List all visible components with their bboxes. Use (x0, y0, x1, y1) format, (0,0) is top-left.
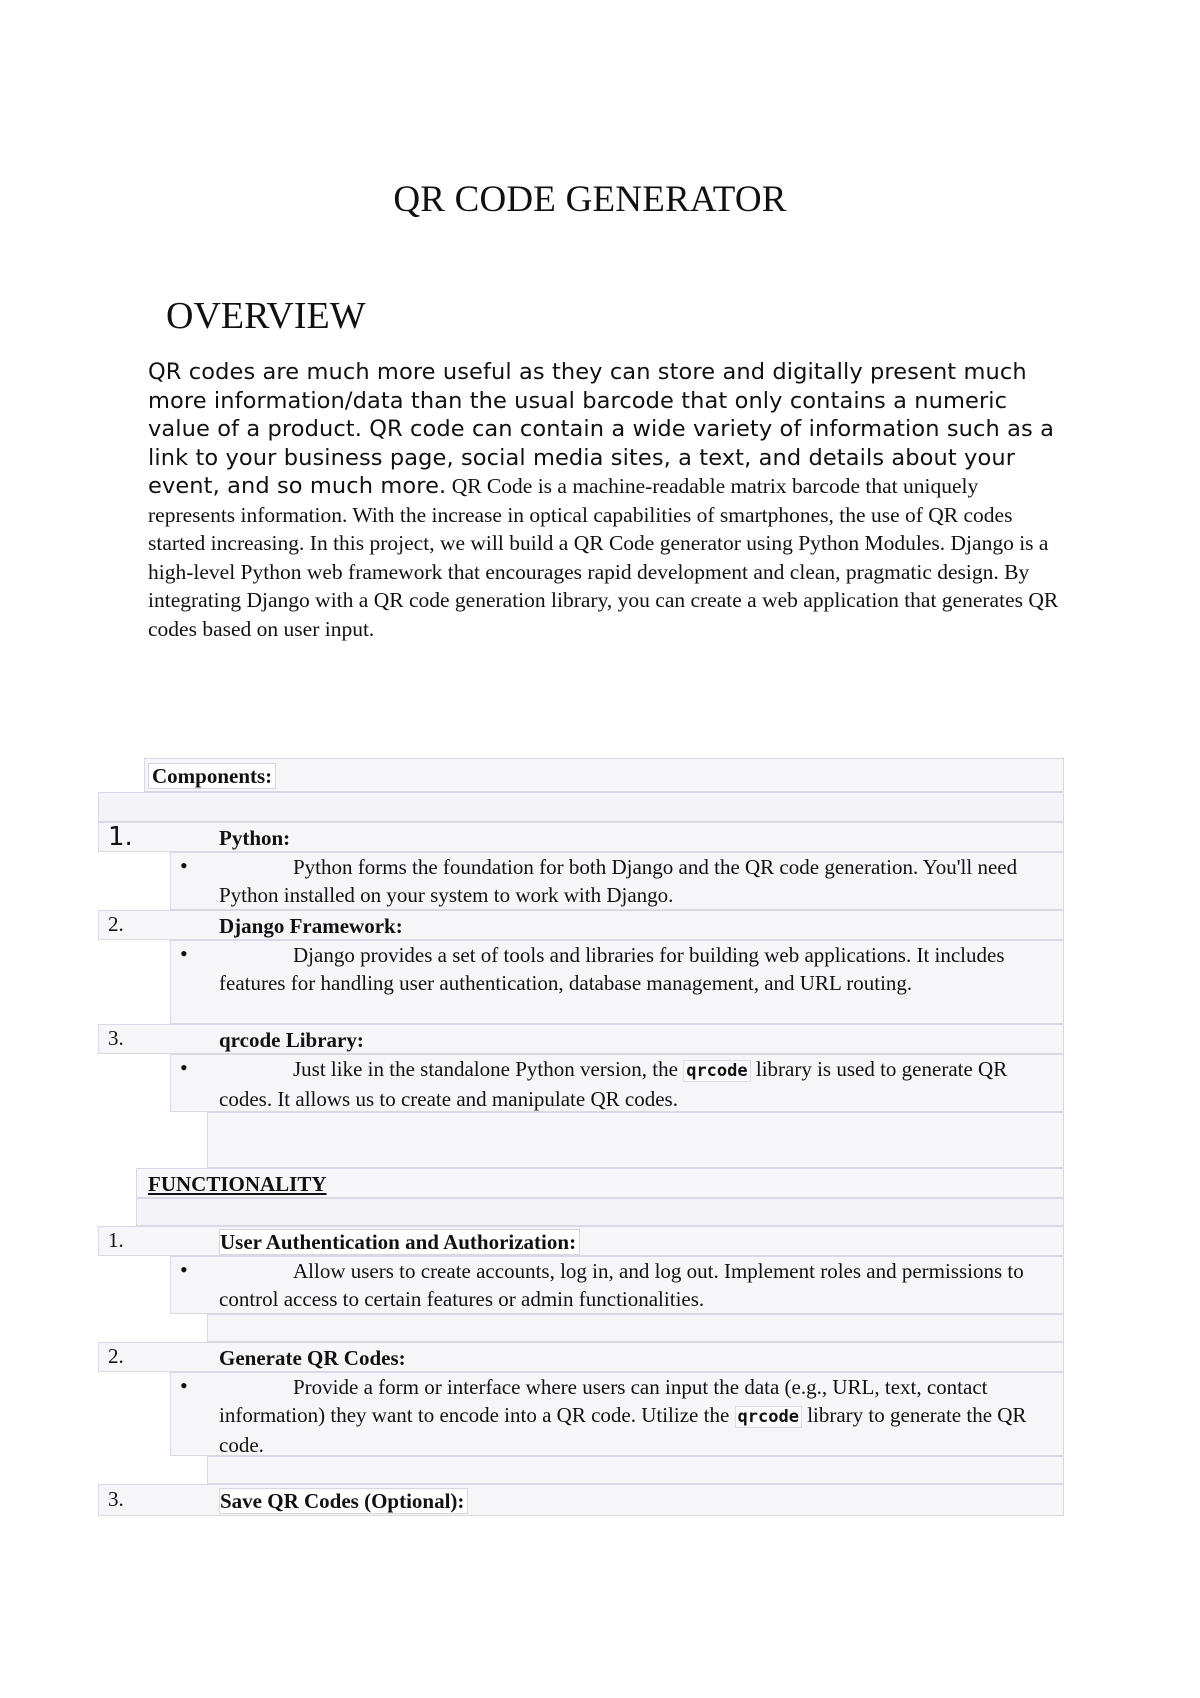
spacer-row (98, 792, 1064, 822)
document-title: QR CODE GENERATOR (393, 179, 787, 220)
qrcode-inline-code: qrcode (735, 1406, 802, 1428)
components-heading: Components: (148, 762, 276, 790)
function-description: Allow users to create accounts, log in, and log out. Implement roles and permissions to control access to certain features or admin functionalities. (219, 1259, 1024, 1311)
component-number: 1. (108, 822, 133, 852)
function-title: User Authentication and Authorization: (219, 1228, 580, 1256)
functionality-heading: FUNCTIONALITY (148, 1172, 327, 1196)
bullet-icon: • (180, 1257, 188, 1282)
function-number: 2. (108, 1344, 124, 1368)
qrcode-inline-code: qrcode (683, 1060, 750, 1082)
function-number: 1. (108, 1228, 124, 1252)
overview-paragraph-sans: QR codes are much more useful as they can store and digitally present much more information/data than the usual barcode that only contains a numeric value of a product. QR code can contain a wide variety of information such as a link to your business page, social media sites, a text, and details about your event, and so much more. (148, 359, 1054, 499)
spacer-frame (207, 1314, 1064, 1342)
bullet-icon: • (180, 1373, 188, 1398)
component-number: 2. (108, 912, 124, 936)
component-description: Python forms the foundation for both Django and the QR code generation. You'll need Python installed on your system to work with Django. (219, 855, 1018, 907)
empty-block-frame (207, 1112, 1064, 1168)
components-heading-frame (144, 758, 1064, 792)
spacer-frame (207, 1456, 1064, 1484)
overview-heading: OVERVIEW (166, 295, 366, 337)
component-title: Python: (219, 826, 291, 850)
overview-paragraph (148, 358, 1066, 643)
bullet-icon: • (180, 941, 188, 966)
function-title: Generate QR Codes: (219, 1346, 406, 1370)
bullet-icon: • (180, 1055, 188, 1080)
bullet-icon: • (180, 853, 188, 878)
spacer-row (136, 1198, 1064, 1226)
component-number: 3. (108, 1026, 124, 1050)
function-number: 3. (108, 1487, 124, 1511)
component-title: qrcode Library: (219, 1028, 364, 1052)
component-title: Django Framework: (219, 914, 403, 938)
function-title: Save QR Codes (Optional): (219, 1487, 468, 1515)
component-description: Django provides a set of tools and libraries for building web applications. It includes features for handling user authentication, database management, and URL routing. (219, 943, 1005, 995)
component-description: Just like in the standalone Python version, the qrcode library is used to generate QR codes. It allows us to create and manipulate QR codes. (219, 1057, 1008, 1111)
function-description: Provide a form or interface where users can input the data (e.g., URL, text, contact information) they want to encode into a QR code. Utilize the qrcode library to generate the QR code. (219, 1375, 1027, 1457)
overview-paragraph-serif: QR Code is a machine-readable matrix barcode that uniquely represents information. With the increase in optical capabilities of smartphones, the use of QR codes started increasing. In this project, we will build a QR Code generator using Python Modules. Django is a high-level Python web framework that encourages rapid development and clean, pragmatic design. By integrating Django with a QR code generation library, you can create a web application that generates QR codes based on user input. (148, 474, 1059, 641)
